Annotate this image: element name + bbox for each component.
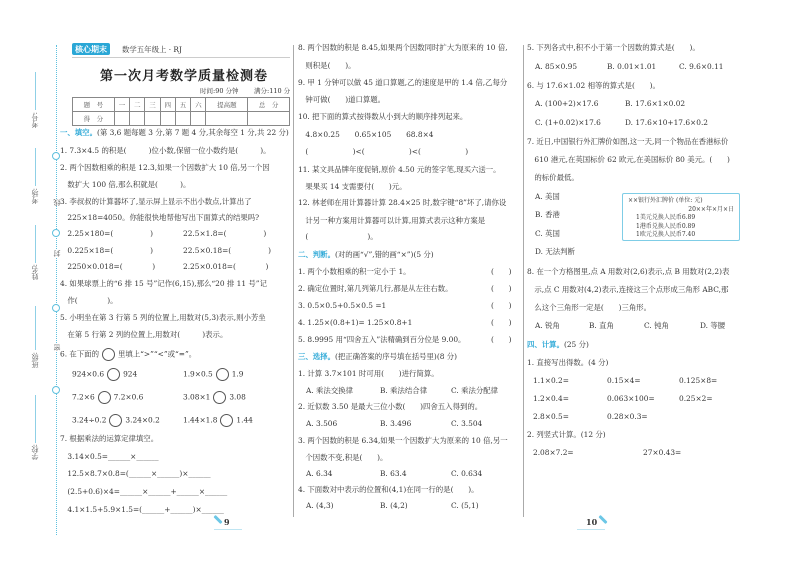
table-cell: 六 — [191, 98, 206, 112]
page-number: 10 — [586, 517, 598, 527]
vertical-calc-item: 2.08×7.2= — [533, 448, 574, 457]
score-cell[interactable] — [206, 112, 248, 126]
compare-item: 7.2×6 7.2×0.6 — [72, 391, 143, 404]
section-heading: 一、填空。(第 3,6 题每题 3 分,第 7 题 4 分,其余每空 1 分,共 22 分) — [60, 128, 289, 137]
compare-circle[interactable] — [216, 368, 229, 381]
oral-item: 2.8×0.5= — [533, 412, 569, 421]
question-text: 12. 林老师在用计算器计算 28.4×25 时,数字键“8”坏了,请你设 — [298, 198, 507, 207]
question-text: 3. 李叔叔的计算器坏了,显示屏上显示不出小数点,计算出了 — [60, 197, 252, 206]
label-class: 班级: — [31, 352, 39, 369]
question-text: 的标价最低。 — [527, 173, 579, 182]
pencil-icon — [598, 515, 607, 524]
score-table — [72, 97, 290, 126]
question-text: 6. 在下面的 里填上“>”“<”或“=”。 — [60, 348, 196, 361]
question-text: 4.8×0.25 0.65×105 68.8×4 — [298, 130, 434, 139]
question-text: 4. 下面数对中表示的位置和(4,1)在同一行的是( )。 — [298, 485, 479, 494]
question-text: 2250×0.018=( ) — [60, 262, 156, 271]
choice: C. 英国 — [535, 229, 560, 238]
rate-date: 20××年×月×日 — [688, 205, 734, 213]
table-cell: 一 — [114, 98, 129, 112]
choice: C. 钝角 — [644, 321, 669, 330]
table-cell: 得 分 — [73, 112, 115, 126]
choice: B. 乘法结合律 — [380, 386, 428, 395]
question-text: 作( )。 — [60, 296, 118, 305]
label-name: 姓名: — [31, 264, 39, 281]
label-school: 学校: — [31, 444, 39, 461]
page-number: 9 — [224, 517, 230, 527]
question-text: 7. 近日,中国银行外汇牌价如图,这一天,同一个物品在香港标价 — [527, 137, 729, 146]
field-line — [35, 148, 36, 186]
oral-item: 1.2×0.4= — [533, 394, 569, 403]
compare-item: 924×0.6 924 — [72, 368, 137, 381]
choice: B. 直角 — [589, 321, 614, 330]
column-divider — [293, 45, 294, 517]
choice: A. 美国 — [535, 192, 560, 201]
seal-char: 密 — [53, 344, 61, 351]
choice: A. 锐角 — [535, 321, 560, 330]
question-text: 22.5×0.18=( ) — [183, 246, 272, 255]
exam-time: 时间:90 分钟 — [200, 87, 239, 95]
oral-item: 0.28×0.3= — [607, 412, 648, 421]
vertical-calc-item: 27×0.43= — [643, 448, 682, 457]
question-text: 12.5×8.7×0.8=(______×______)×______ — [60, 469, 211, 478]
question-text: 计另一种方案用计算器可以计算,用算式表示这种方案是 — [298, 216, 486, 225]
score-cell[interactable] — [191, 112, 206, 126]
question-text: 610 港元,在英国标价 62 欧元,在美国标价 80 美元。( ) — [527, 155, 730, 164]
answer-paren[interactable]: ( ) — [491, 318, 512, 327]
question-text: 22.5×1.8=( ) — [183, 229, 267, 238]
question-text: 10. 把下面的算式按得数从小到大的顺序排列起来。 — [298, 112, 468, 121]
question-text: 在第 5 行第 2 列的位置上,用数对( )表示。 — [60, 330, 228, 339]
table-cell: 四 — [160, 98, 175, 112]
score-cell[interactable] — [175, 112, 190, 126]
question-text: ( )。 — [298, 232, 378, 241]
rate-eur: 1欧元兑换人民币7.40 — [636, 231, 696, 238]
table-cell: 三 — [145, 98, 160, 112]
page-title: 第一次月考数学质量检测卷 — [100, 69, 269, 84]
table-cell: 题 号 — [73, 98, 115, 112]
ring-icon — [52, 386, 60, 394]
judge-item: 1. 两个小数相乘的积一定小于 1。 — [298, 267, 411, 276]
section-heading: 四、计算。(25 分) — [527, 340, 589, 349]
choice: C. (5,1) — [451, 501, 479, 510]
table-cell: 总 分 — [248, 98, 290, 112]
seal-char: 封 — [53, 250, 61, 257]
question-text: 2. 两个因数相乘的积是 12.3,如果一个因数扩大 10 倍,另一个因 — [60, 163, 270, 172]
question-text: 11. 某文具品牌年度促销,原价 4.50 元的签字笔,现买六送一。 — [298, 165, 501, 174]
question-text: ( )<( )<( ) — [298, 147, 469, 156]
compare-circle[interactable] — [220, 414, 233, 427]
table-cell: 提高题 — [206, 98, 248, 112]
ring-icon — [52, 152, 60, 160]
judge-item: 5. 8.9995 用“四舍五入”法精确到百分位是 9.00。 — [298, 335, 466, 344]
exchange-rate-box — [622, 193, 740, 241]
choice: A. 乘法交换律 — [306, 386, 353, 395]
compare-circle[interactable] — [107, 368, 120, 381]
table-cell: 五 — [175, 98, 190, 112]
question-text: 2. 近似数 3.50 是最大三位小数( )四舍五入得到的。 — [298, 402, 483, 411]
judge-item: 2. 确定位置时,第几列第几行,都是从左往右数。 — [298, 284, 453, 293]
field-line — [35, 306, 36, 350]
compare-circle[interactable] — [109, 414, 122, 427]
question-text: 6. 与 17.6×1.02 相等的算式是( )。 — [527, 81, 660, 90]
choice: A. (4,3) — [306, 501, 334, 510]
compare-item: 1.44×1.8 1.44 — [183, 414, 253, 427]
question-text: (2.5+0.6)×4=______×______+______×______ — [60, 487, 228, 496]
choice: C. 9.6×0.11 — [679, 62, 724, 71]
score-cell[interactable] — [130, 112, 145, 126]
question-text: 3. 两个因数的积是 6.34,如果一个因数扩大为原来的 10 倍,另一 — [298, 436, 508, 445]
section-heading: 二、判断。(对的画“√”,错的画“×”)(5 分) — [298, 250, 434, 259]
choice: A. 6.34 — [306, 469, 333, 478]
compare-item: 3.24÷0.2 3.24×0.2 — [72, 414, 160, 427]
score-cell[interactable] — [248, 112, 290, 126]
choice: B. 17.6×1×0.02 — [625, 99, 686, 108]
choice: D. 等腰 — [700, 321, 726, 330]
field-line — [35, 395, 36, 443]
pencil-icon — [213, 515, 222, 524]
choice: B. 香港 — [535, 210, 560, 219]
rate-title: ××银行外汇牌价 (单位: 元) — [628, 197, 703, 204]
compare-item: 1.9×0.5 1.9 — [183, 368, 243, 381]
question-text: 8. 在一个方格图里,点 A 用数对(2,6)表示,点 B 用数对(2,2)表 — [527, 267, 730, 276]
question-text: 0.225×18=( ) — [60, 246, 154, 255]
question-text: 示,点 C 用数对(4,2)表示,连接这三个点形成三角形 ABC,那 — [527, 285, 729, 294]
choice: A. (100+2)×17.6 — [535, 99, 599, 108]
oral-item: 0.063×100= — [607, 394, 655, 403]
choice: C. 乘法分配律 — [451, 386, 499, 395]
score-cell[interactable] — [114, 112, 129, 126]
answer-paren[interactable]: ( ) — [491, 301, 512, 310]
seal-char: 线 — [53, 199, 61, 206]
section-heading: 三、选择。(把正确答案的序号填在括号里)(8 分) — [298, 352, 458, 361]
field-line — [35, 72, 36, 110]
question-text: 9. 甲 1 分钟可以做 45 道口算题,乙的速度是甲的 1.4 倍,乙每分 — [298, 78, 508, 87]
oral-item: 0.15×4= — [607, 376, 641, 385]
question-text: 1. 计算 3.7×101 时可用( )进行简算。 — [298, 369, 439, 378]
table-cell: 二 — [130, 98, 145, 112]
question-text: 1. 7.3×4.5 的积是( )位小数,保留一位小数约是( )。 — [60, 146, 271, 155]
choice: B. 3.496 — [380, 419, 412, 428]
question-text: 225×18=4050。你能很快地帮他写出下面算式的结果吗? — [60, 213, 260, 222]
question-text: 果果买 14 支需要付( )元。 — [298, 182, 407, 191]
label-exam-room: 考场: — [31, 188, 39, 205]
compare-circle[interactable] — [98, 391, 111, 404]
rate-hkd: 1港币兑换人民币0.89 — [636, 222, 696, 230]
answer-paren[interactable]: ( ) — [491, 267, 512, 276]
question-text: 2.25×180=( ) — [60, 229, 154, 238]
compare-item: 3.08×1 3.08 — [183, 391, 246, 404]
question-text: 个因数不变,积是( )。 — [298, 453, 388, 462]
choice: D. 17.6×10+17.6×0.2 — [625, 118, 709, 127]
field-line — [35, 225, 36, 263]
choice: C. (1+0.02)×17.6 — [535, 118, 601, 127]
question-text: 4.1×1.5+5.9×1.5=(______+______)×______ — [60, 505, 224, 514]
choice: A. 3.506 — [306, 419, 338, 428]
oral-item: 0.125×8= — [679, 376, 718, 385]
rate-usd: 1美元兑换人民币6.89 — [636, 214, 696, 221]
question-text: 钟可做( )道口算题。 — [298, 95, 386, 104]
ring-icon — [52, 229, 60, 237]
compare-circle[interactable] — [213, 391, 226, 404]
choice: B. (4,2) — [380, 501, 408, 510]
subtitle: 数学五年级上 · RJ — [122, 45, 182, 54]
question-text: 2. 列竖式计算。(12 分) — [527, 430, 606, 439]
seal-dotted-line — [56, 45, 57, 535]
choice: C. 0.634 — [451, 469, 483, 478]
answer-paren[interactable]: ( ) — [491, 335, 512, 344]
question-text: 2.25×0.018=( ) — [183, 262, 269, 271]
question-text: 4. 如果球票上的“6 排 15 号”记作(6,15),那么“20 排 11 号”记 — [60, 279, 267, 288]
column-divider — [523, 45, 524, 517]
ring-icon — [52, 304, 60, 312]
header-rule — [72, 57, 290, 58]
judge-item: 3. 0.5×0.5+0.5×0.5 =1 — [298, 301, 387, 310]
circle-blank — [102, 348, 115, 361]
choice: A. 85×0.95 — [535, 62, 578, 71]
question-text: 数扩大 100 倍,那么积就是( )。 — [60, 180, 191, 189]
question-text: 8. 两个因数的积是 8.45,如果两个因数同时扩大为原来的 10 倍, — [298, 43, 508, 52]
answer-paren[interactable]: ( ) — [491, 284, 512, 293]
oral-item: 0.25×2= — [679, 394, 713, 403]
question-text: 则积是( )。 — [298, 61, 356, 70]
choice: D. 无法判断 — [535, 247, 575, 256]
question-text: 1. 直接写出得数。(4 分) — [527, 358, 609, 367]
score-cell[interactable] — [160, 112, 175, 126]
question-text: 3.14×0.5=______×______ — [60, 452, 159, 461]
judge-item: 4. 1.25×(0.8+1)= 1.25×0.8+1 — [298, 318, 413, 327]
choice: C. 3.504 — [451, 419, 483, 428]
exam-full-score: 满分:110 分 — [254, 87, 291, 95]
question-text: 7. 根据乘法的运算定律填空。 — [60, 434, 159, 443]
brand-logo: 核心期末 — [72, 43, 110, 55]
label-exam-number: 考号: — [31, 112, 39, 129]
page-rule — [214, 529, 242, 530]
question-text: 5. 下列各式中,积不小于第一个因数的算式是( )。 — [527, 43, 700, 52]
choice: B. 63.4 — [380, 469, 407, 478]
page-rule — [577, 529, 605, 530]
oral-item: 1.1×0.2= — [533, 376, 569, 385]
question-text: 么这个三角形一定是( )三角形。 — [527, 303, 652, 312]
question-text: 5. 小明坐在第 3 行第 5 列的位置上,用数对(5,3)表示,则小芳坐 — [60, 313, 266, 322]
score-cell[interactable] — [145, 112, 160, 126]
choice: B. 0.01×1.01 — [607, 62, 657, 71]
